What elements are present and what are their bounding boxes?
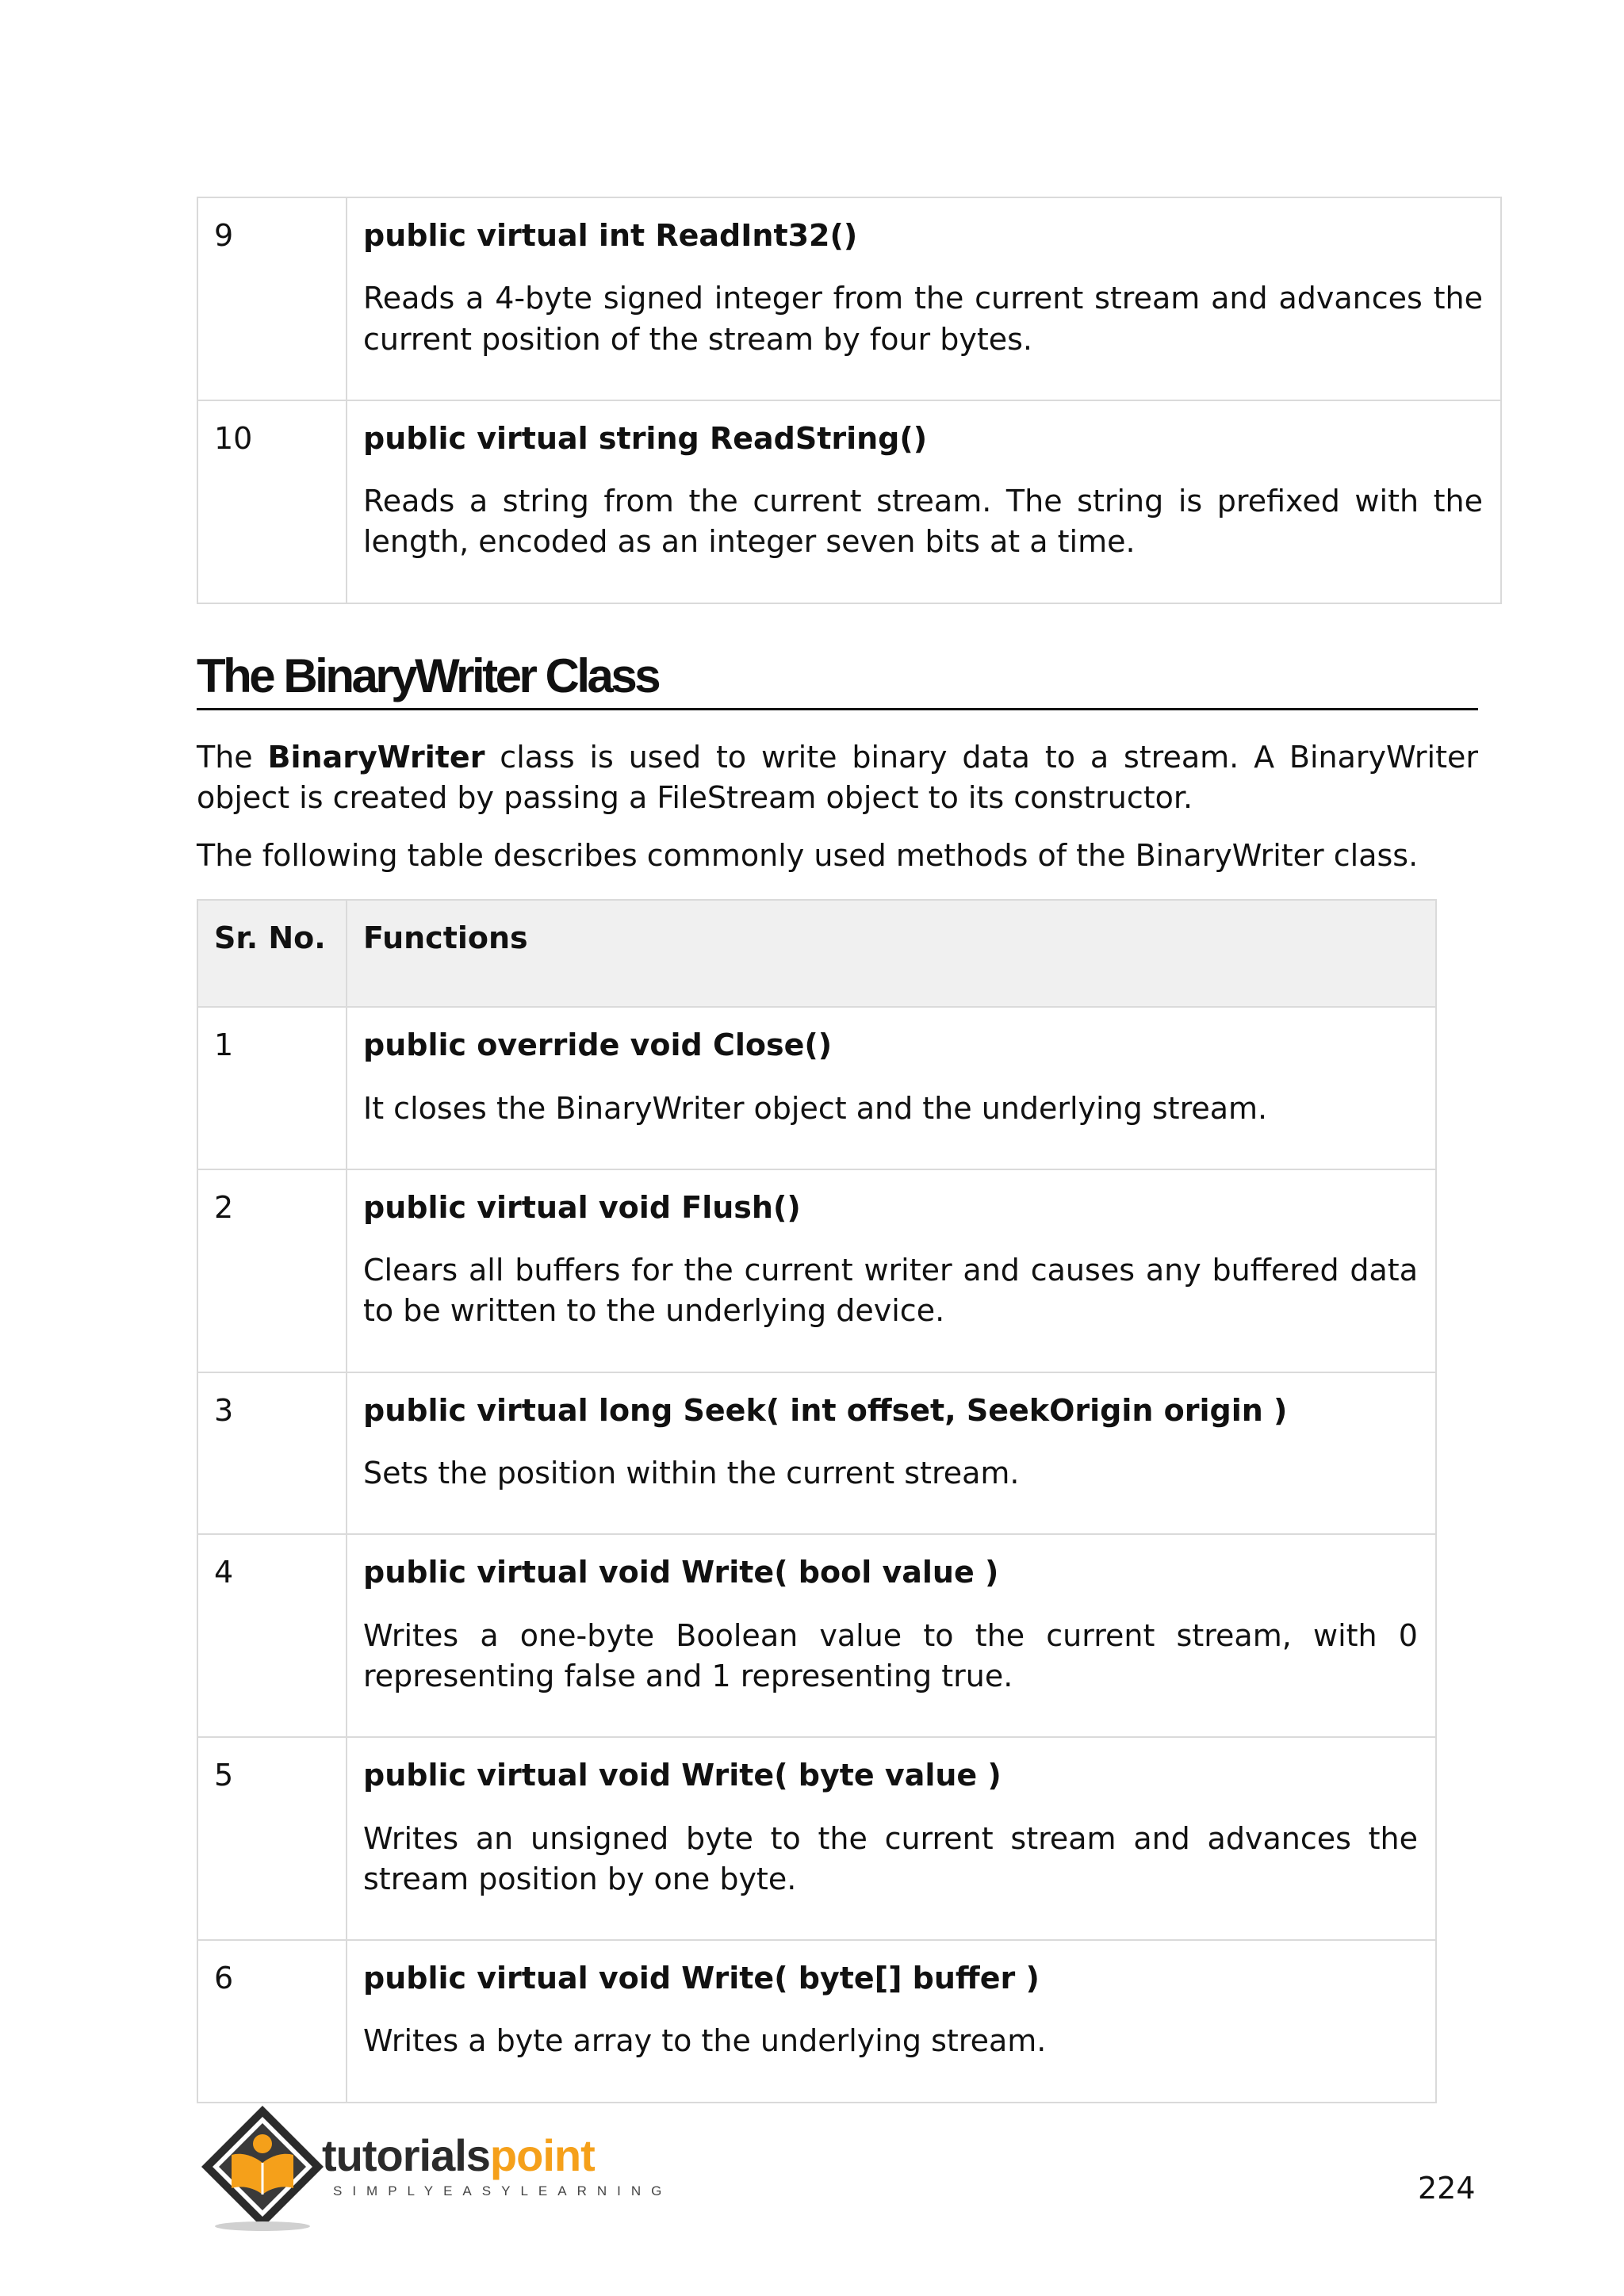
function-description: Writes an unsigned byte to the current stream and advances the stream position by one byte. (363, 1820, 1418, 1896)
header-sr-no: Sr. No. (197, 900, 347, 1007)
function-description: Sets the position within the current stream. (363, 1456, 1020, 1491)
row-number: 4 (197, 1534, 347, 1737)
table-header-row (197, 900, 1436, 1007)
logo-wordmark (322, 2130, 595, 2181)
table-row (197, 400, 1501, 603)
function-cell (347, 1169, 1436, 1372)
intro-text-start: The (197, 740, 268, 775)
function-cell (347, 1534, 1436, 1737)
methods-table-continued (197, 197, 1502, 604)
logo-wordmark-part1: tutorials (322, 2130, 490, 2180)
logo-tagline: SIMPLYEASYLEARNING (333, 2183, 672, 2198)
row-number: 10 (197, 400, 347, 603)
table-row (197, 1372, 1436, 1535)
binarywriter-methods-table (197, 899, 1437, 2103)
table-row (197, 1737, 1436, 1940)
function-signature: public virtual void Write( byte[] buffer ) (363, 1961, 1040, 1996)
function-cell (347, 1940, 1436, 2103)
row-number: 5 (197, 1737, 347, 1940)
table-intro-paragraph: The following table describes commonly used methods of the BinaryWriter class. (197, 838, 1419, 873)
function-signature: public virtual long Seek( int offset, SeekOrigin origin ) (363, 1392, 1288, 1428)
function-signature: public virtual void Write( bool value ) (363, 1555, 999, 1590)
row-number: 6 (197, 1940, 347, 2103)
table-row (197, 1940, 1436, 2103)
table-row (197, 1534, 1436, 1737)
function-description: Writes a byte array to the underlying stream. (363, 2023, 1047, 2059)
function-cell (347, 1007, 1436, 1169)
row-number: 2 (197, 1169, 347, 1372)
tutorialspoint-logo (195, 2099, 672, 2234)
function-description: Reads a string from the current stream. The string is prefixed with the length, encoded as an integer seven bits at a time. (363, 484, 1483, 560)
intro-text-end: class is used to write binary data to a stream. A BinaryWriter object is created by passing a FileStream object to its constructor. (197, 740, 1478, 816)
table-row (197, 1007, 1436, 1169)
intro-paragraph (197, 737, 1478, 819)
row-number: 3 (197, 1372, 347, 1535)
row-number: 9 (197, 197, 347, 400)
function-cell (347, 1737, 1436, 1940)
table-row (197, 197, 1501, 400)
tutorialspoint-logo-icon (195, 2099, 330, 2234)
function-description: Clears all buffers for the current writer and causes any buffered data to be written to the underlying device. (363, 1253, 1418, 1329)
page-number: 224 (1418, 2171, 1476, 2206)
function-description: It closes the BinaryWriter object and the underlying stream. (363, 1090, 1268, 1126)
function-cell (347, 400, 1501, 603)
function-signature: public virtual void Write( byte value ) (363, 1758, 1002, 1793)
intro-class-name: BinaryWriter (267, 740, 485, 775)
function-description: Reads a 4-byte signed integer from the current stream and advances the current position of the stream by four bytes. (363, 281, 1483, 357)
function-cell (347, 1372, 1436, 1535)
function-signature: public virtual string ReadString() (363, 420, 928, 456)
header-functions: Functions (347, 900, 1436, 1007)
section-title: The BinaryWriter Class (197, 649, 1478, 710)
function-cell (347, 197, 1501, 400)
function-signature: public override void Close() (363, 1027, 833, 1063)
row-number: 1 (197, 1007, 347, 1169)
function-description: Writes a one-byte Boolean value to the current stream, with 0 representing false and 1 representing true. (363, 1617, 1418, 1693)
function-signature: public virtual int ReadInt32() (363, 218, 858, 253)
table-row (197, 1169, 1436, 1372)
logo-wordmark-part2: point (489, 2130, 595, 2180)
function-signature: public virtual void Flush() (363, 1189, 801, 1225)
